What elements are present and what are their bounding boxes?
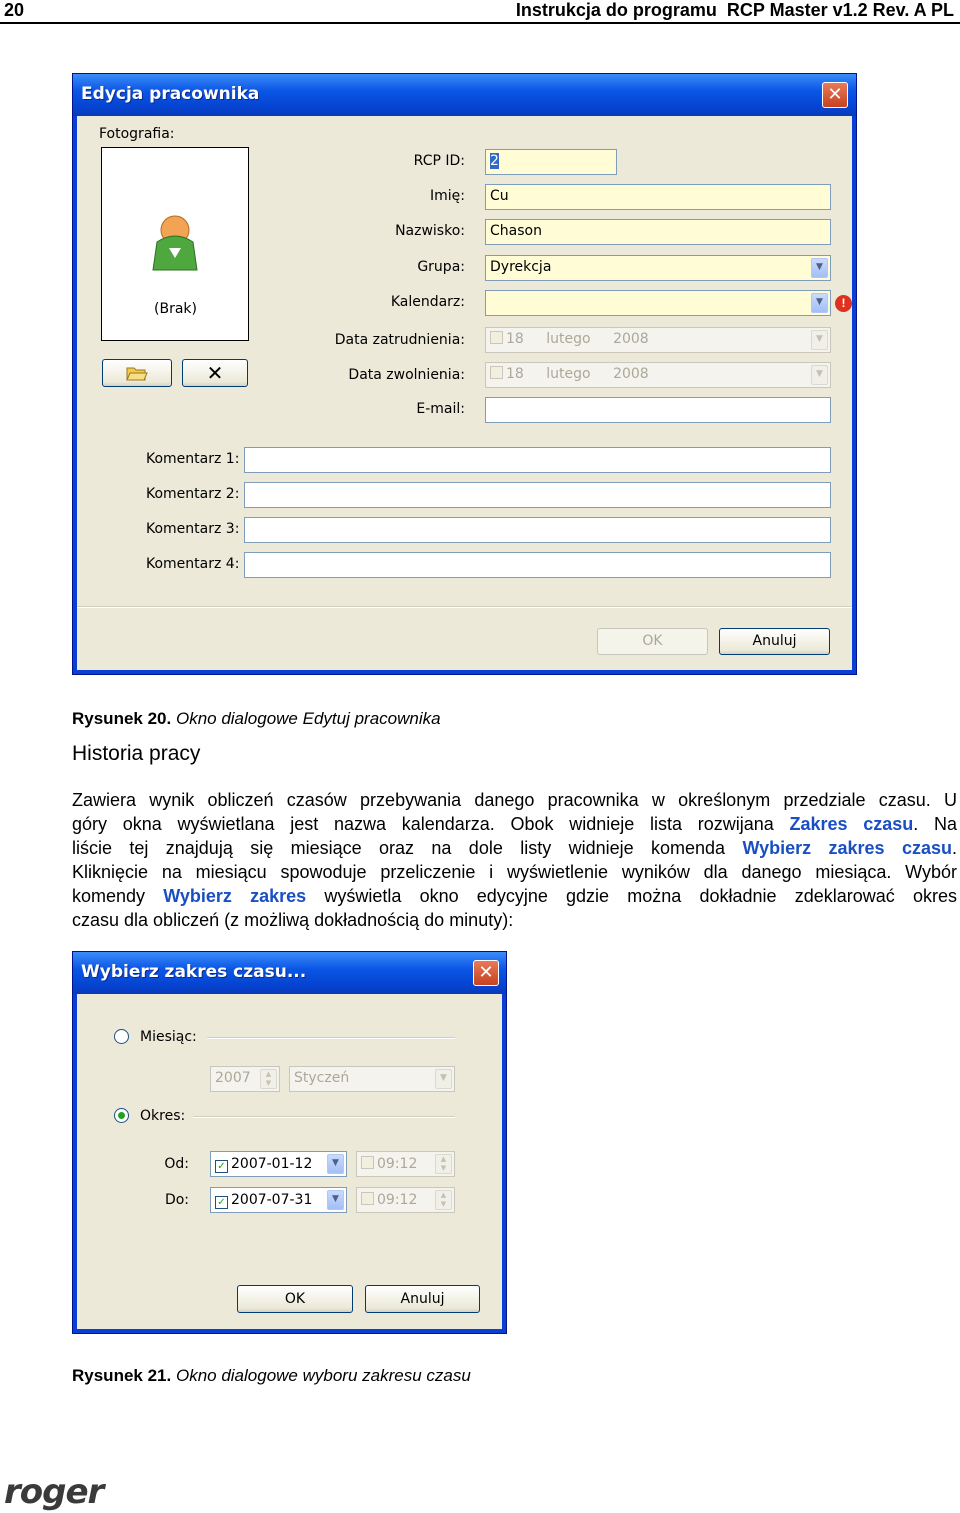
- comment-2-label: Komentarz 2:: [146, 486, 240, 502]
- month-radio[interactable]: [114, 1029, 129, 1044]
- photo-frame: [101, 147, 249, 341]
- last-name-input[interactable]: Chason: [485, 219, 831, 245]
- figure-caption-20: [72, 709, 441, 729]
- hire-date-day: 18: [506, 331, 524, 347]
- photo-label: Fotografia:: [99, 126, 175, 142]
- comment-4-label: Komentarz 4:: [146, 556, 240, 572]
- calendar-label: Kalendarz:: [390, 294, 465, 310]
- chevron-down-icon[interactable]: ▼: [327, 1190, 344, 1210]
- email-label: E-mail:: [416, 401, 465, 417]
- paragraph-text: .: [951, 838, 957, 858]
- comment-4-input[interactable]: [244, 552, 831, 578]
- chevron-down-icon[interactable]: ▼: [811, 258, 828, 278]
- to-time-spinner[interactable]: [356, 1187, 455, 1213]
- from-date-value: 2007-01-12: [231, 1156, 313, 1172]
- ok-button[interactable]: OK: [597, 628, 708, 655]
- termination-date-year: 2008: [613, 366, 649, 382]
- month-select[interactable]: [289, 1066, 455, 1092]
- paragraph-line: [72, 908, 957, 932]
- comment-2-input[interactable]: [244, 482, 831, 508]
- command-highlight: Zakres czasu: [789, 814, 914, 834]
- to-date-value: 2007-07-31: [231, 1192, 313, 1208]
- comment-1-input[interactable]: [244, 447, 831, 473]
- email-input[interactable]: [485, 397, 831, 423]
- paragraph-text: komendy: [72, 886, 164, 906]
- range-option-label: Okres:: [140, 1108, 186, 1124]
- close-button[interactable]: ✕: [473, 960, 499, 986]
- load-photo-button[interactable]: [102, 359, 172, 387]
- termination-date-day: 18: [506, 366, 524, 382]
- separator: [77, 606, 852, 608]
- section-title: Historia pracy: [72, 742, 201, 765]
- separator: [207, 1037, 455, 1039]
- paragraph-line: [72, 860, 957, 884]
- header-rule: [0, 22, 960, 24]
- comment-3-input[interactable]: [244, 517, 831, 543]
- termination-date-label: Data zwolnienia:: [348, 367, 465, 383]
- dialog-titlebar[interactable]: [73, 952, 506, 994]
- hire-date-picker[interactable]: [485, 327, 831, 353]
- spin-updown-icon[interactable]: ▲ ▼: [435, 1154, 452, 1174]
- paragraph-line: [72, 884, 957, 908]
- paragraph-text: Kliknięcie na miesiącu spowoduje przeliczenie i wyświetlenie wyników dla danego miesiąca. Wybór: [72, 862, 957, 882]
- to-label: Do:: [164, 1192, 189, 1208]
- error-icon: !: [835, 295, 852, 312]
- month-option-label: Miesiąc:: [140, 1029, 197, 1045]
- caption-prefix: Rysunek 21.: [72, 1366, 172, 1385]
- paragraph-text: Zawiera wynik obliczeń czasów przebywania danego pracownika w określonym przedziale czasu. U: [72, 790, 957, 810]
- paragraph-text: liście tej znajdują się miesiące oraz na dole listy widnieje komenda: [72, 838, 743, 858]
- command-highlight: Wybierz zakres czasu: [742, 838, 952, 858]
- paragraph-text: wyświetla okno edycyjne gdzie można dokładnie zdeklarować okres: [306, 886, 957, 906]
- photo-placeholder: (Brak): [154, 301, 197, 317]
- first-name-input[interactable]: Cu: [485, 184, 831, 210]
- edit-employee-dialog: [72, 73, 857, 675]
- group-value: Dyrekcja: [490, 259, 552, 275]
- remove-photo-button[interactable]: [182, 359, 248, 387]
- chevron-down-icon[interactable]: ▼: [811, 293, 828, 313]
- chevron-down-icon[interactable]: ▼: [811, 330, 828, 350]
- dialog-client-area: [77, 994, 502, 1329]
- paragraph-text: góry okna wyświetlana jest nazwa kalendarza. Obok widnieje lista rozwijana: [72, 814, 790, 834]
- from-time-spinner[interactable]: [356, 1151, 455, 1177]
- termination-date-month: lutego: [546, 366, 591, 382]
- from-time-value: 09:12: [377, 1156, 418, 1172]
- rcp-id-value: 2: [490, 153, 499, 169]
- group-select[interactable]: [485, 255, 831, 281]
- year-value: 2007: [215, 1070, 251, 1086]
- cancel-button[interactable]: Anuluj: [365, 1285, 480, 1313]
- comment-3-label: Komentarz 3:: [146, 521, 240, 537]
- group-label: Grupa:: [417, 259, 465, 275]
- person-avatar-icon: [145, 208, 205, 278]
- range-radio[interactable]: [114, 1108, 129, 1123]
- rcp-id-label: RCP ID:: [413, 153, 465, 169]
- to-date-picker[interactable]: [210, 1187, 347, 1213]
- month-value: Styczeń: [294, 1070, 350, 1086]
- from-date-checkbox[interactable]: ✓: [215, 1160, 228, 1173]
- last-name-label: Nazwisko:: [395, 223, 465, 239]
- paragraph-text: czasu dla obliczeń (z możliwą dokładnością do minuty):: [72, 910, 514, 930]
- hire-date-month: lutego: [546, 331, 591, 347]
- first-name-label: Imię:: [430, 188, 465, 204]
- select-time-range-dialog: [72, 951, 507, 1334]
- figure-caption-21: [72, 1366, 471, 1386]
- termination-date-picker[interactable]: [485, 362, 831, 388]
- command-highlight: Wybierz zakres: [163, 886, 307, 906]
- calendar-select[interactable]: [485, 290, 831, 316]
- spin-updown-icon[interactable]: ▲ ▼: [435, 1190, 452, 1210]
- termination-date-checkbox[interactable]: [490, 366, 503, 379]
- separator: [193, 1116, 455, 1118]
- roger-logo: roger: [4, 1472, 104, 1512]
- spin-updown-icon[interactable]: ▲ ▼: [260, 1069, 277, 1089]
- paragraph-line: [72, 788, 957, 812]
- paragraph-text: . Na: [913, 814, 957, 834]
- chevron-down-icon[interactable]: ▼: [327, 1154, 344, 1174]
- open-folder-icon: [126, 364, 148, 382]
- comment-1-label: Komentarz 1:: [146, 451, 240, 467]
- dialog-titlebar[interactable]: [73, 74, 856, 116]
- document-title: Instrukcja do programu RCP Master v1.2 Rev. A PL: [515, 0, 954, 20]
- dialog-title: Edycja pracownika: [81, 84, 260, 104]
- caption-prefix: Rysunek 20.: [72, 709, 172, 728]
- to-time-checkbox[interactable]: [361, 1192, 374, 1205]
- hire-date-year: 2008: [613, 331, 649, 347]
- paragraph-line: [72, 812, 957, 836]
- caption-text: Okno dialogowe wyboru zakresu czasu: [175, 1366, 471, 1385]
- to-date-checkbox[interactable]: ✓: [215, 1196, 228, 1209]
- year-spinner[interactable]: [210, 1066, 280, 1092]
- caption-text: Okno dialogowe Edytuj pracownika: [175, 709, 441, 728]
- close-button[interactable]: ✕: [822, 82, 848, 108]
- rcp-id-input[interactable]: [485, 149, 617, 175]
- from-time-checkbox[interactable]: [361, 1156, 374, 1169]
- chevron-down-icon[interactable]: ▼: [811, 365, 828, 385]
- body-paragraph: [72, 788, 957, 932]
- paragraph-line: [72, 836, 957, 860]
- dialog-client-area: [77, 116, 852, 670]
- from-label: Od:: [164, 1156, 189, 1172]
- hire-date-label: Data zatrudnienia:: [334, 332, 465, 348]
- hire-date-checkbox[interactable]: [490, 331, 503, 344]
- chevron-down-icon[interactable]: ▼: [435, 1069, 452, 1089]
- dialog-title: Wybierz zakres czasu...: [81, 962, 307, 982]
- cancel-button[interactable]: Anuluj: [719, 628, 830, 655]
- delete-x-icon: ✕: [206, 361, 224, 385]
- page-number: 20: [4, 0, 25, 20]
- from-date-picker[interactable]: [210, 1151, 347, 1177]
- ok-button[interactable]: OK: [237, 1285, 353, 1313]
- to-time-value: 09:12: [377, 1192, 418, 1208]
